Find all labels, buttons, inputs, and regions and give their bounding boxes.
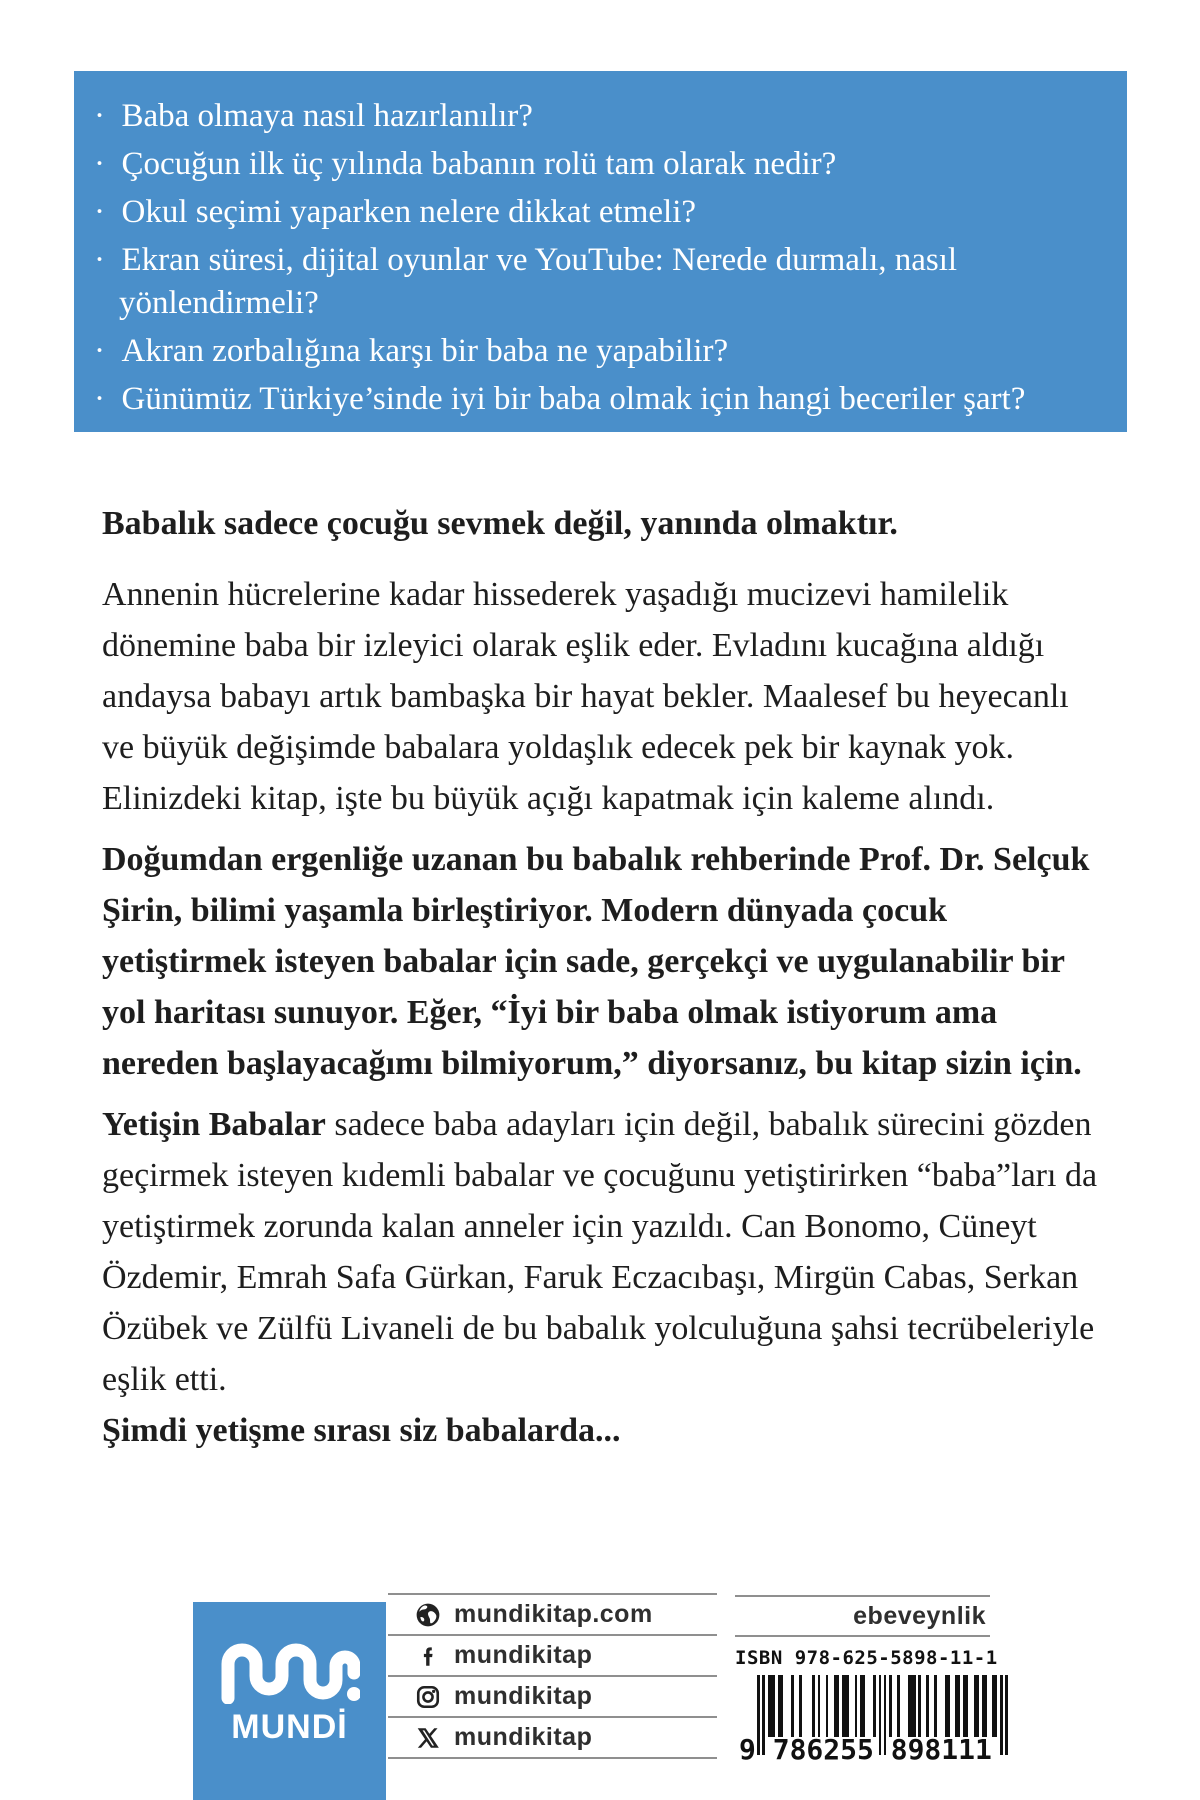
question-item: · Okul seçimi yaparken nelere dikkat etmeli? (94, 191, 1105, 234)
globe-icon (415, 1602, 441, 1628)
synopsis (102, 498, 1105, 1456)
questions-box (74, 71, 1127, 432)
mundi-logo-mark (220, 1640, 360, 1704)
synopsis-paragraph: Yetişin Babalar sadece baba adayları için değil, babalık sürecini gözden geçirmek isteyen kıdemli babalar ve çocuğunu yetiştirirken “baba”ları da yetiştirmek zorunda kalan anneler için yazıldı. Can Bonomo, Cüneyt Özdemir, Emrah Safa Gürkan, Faruk Eczacıbaşı, Mirgün Cabas, Serkan Özübek ve Zülfü Livaneli de bu babalık yolculuğuna şahsi tecrübeleriyle eşlik etti. (102, 1106, 1098, 1398)
social-row-facebook (388, 1634, 717, 1675)
synopsis-paragraph: Annenin hücrelerine kadar hissederek yaşadığı mucizevi hamilelik dönemine baba bir izleyici olarak eşlik eder. Evladını kucağına aldığı andaysa babayı artık bambaşka bir hayat bekler. Maalesef bu heyecanlı ve büyük değişimde babalara yoldaşlık edecek pek bir kaynak yok. Elinizdeki kitap, işte bu büyük açığı kapatmak için kaleme alındı. (102, 576, 1069, 817)
isbn-column (735, 1595, 998, 1771)
instagram-icon (415, 1684, 441, 1710)
question-item: · Baba olmaya nasıl hazırlanılır? (94, 95, 1105, 138)
question-item: · Günümüz Türkiye’sinde iyi bir baba olmak için hangi beceriler şart? (94, 378, 1105, 421)
social-links (388, 1593, 717, 1759)
category-badge: ebeveynlik (735, 1595, 990, 1637)
facebook-icon (415, 1643, 441, 1669)
synopsis-tagline: Babalık sadece çocuğu sevmek değil, yanında olmaktır. (102, 505, 898, 542)
synopsis-closing-line: Şimdi yetişme sırası siz babalarda... (102, 1412, 621, 1449)
isbn-label: ISBN 978-625-5898-11-1 (735, 1647, 998, 1669)
publisher-logo-text: MUNDİ (231, 1708, 348, 1746)
questions-list (94, 95, 1105, 421)
barcode-number: 9 786255 898111 (739, 1733, 992, 1766)
barcode (739, 1675, 1008, 1771)
social-label: mundikitap.com (454, 1600, 653, 1628)
book-title-inline: Yetişin Babalar (102, 1106, 326, 1143)
social-label: mundikitap (454, 1641, 593, 1669)
social-row-instagram (388, 1675, 717, 1716)
social-row-x (388, 1716, 717, 1759)
question-item: · Çocuğun ilk üç yılında babanın rolü tam olarak nedir? (94, 143, 1105, 186)
x-icon (415, 1725, 441, 1751)
publisher-logo-box (193, 1602, 386, 1800)
social-row-website (388, 1593, 717, 1634)
question-item: · Akran zorbalığına karşı bir baba ne yapabilir? (94, 330, 1105, 373)
social-label: mundikitap (454, 1682, 593, 1710)
synopsis-paragraph: Doğumdan ergenliğe uzanan bu babalık rehberinde Prof. Dr. Selçuk Şirin, bilimi yaşamla birleştiriyor. Modern dünyada çocuk yetiştirmek isteyen babalar için sade, gerçekçi ve uygulanabilir bir yol haritası sunuyor. Eğer, “İyi bir baba olmak istiyorum ama nereden başlayacağımı bilmiyorum,” diyorsanız, bu kitap sizin için. (102, 841, 1090, 1082)
question-item: · Ekran süresi, dijital oyunlar ve YouTube: Nerede durmalı, nasıl yönlendirmeli? (94, 239, 1105, 325)
social-label: mundikitap (454, 1723, 593, 1751)
